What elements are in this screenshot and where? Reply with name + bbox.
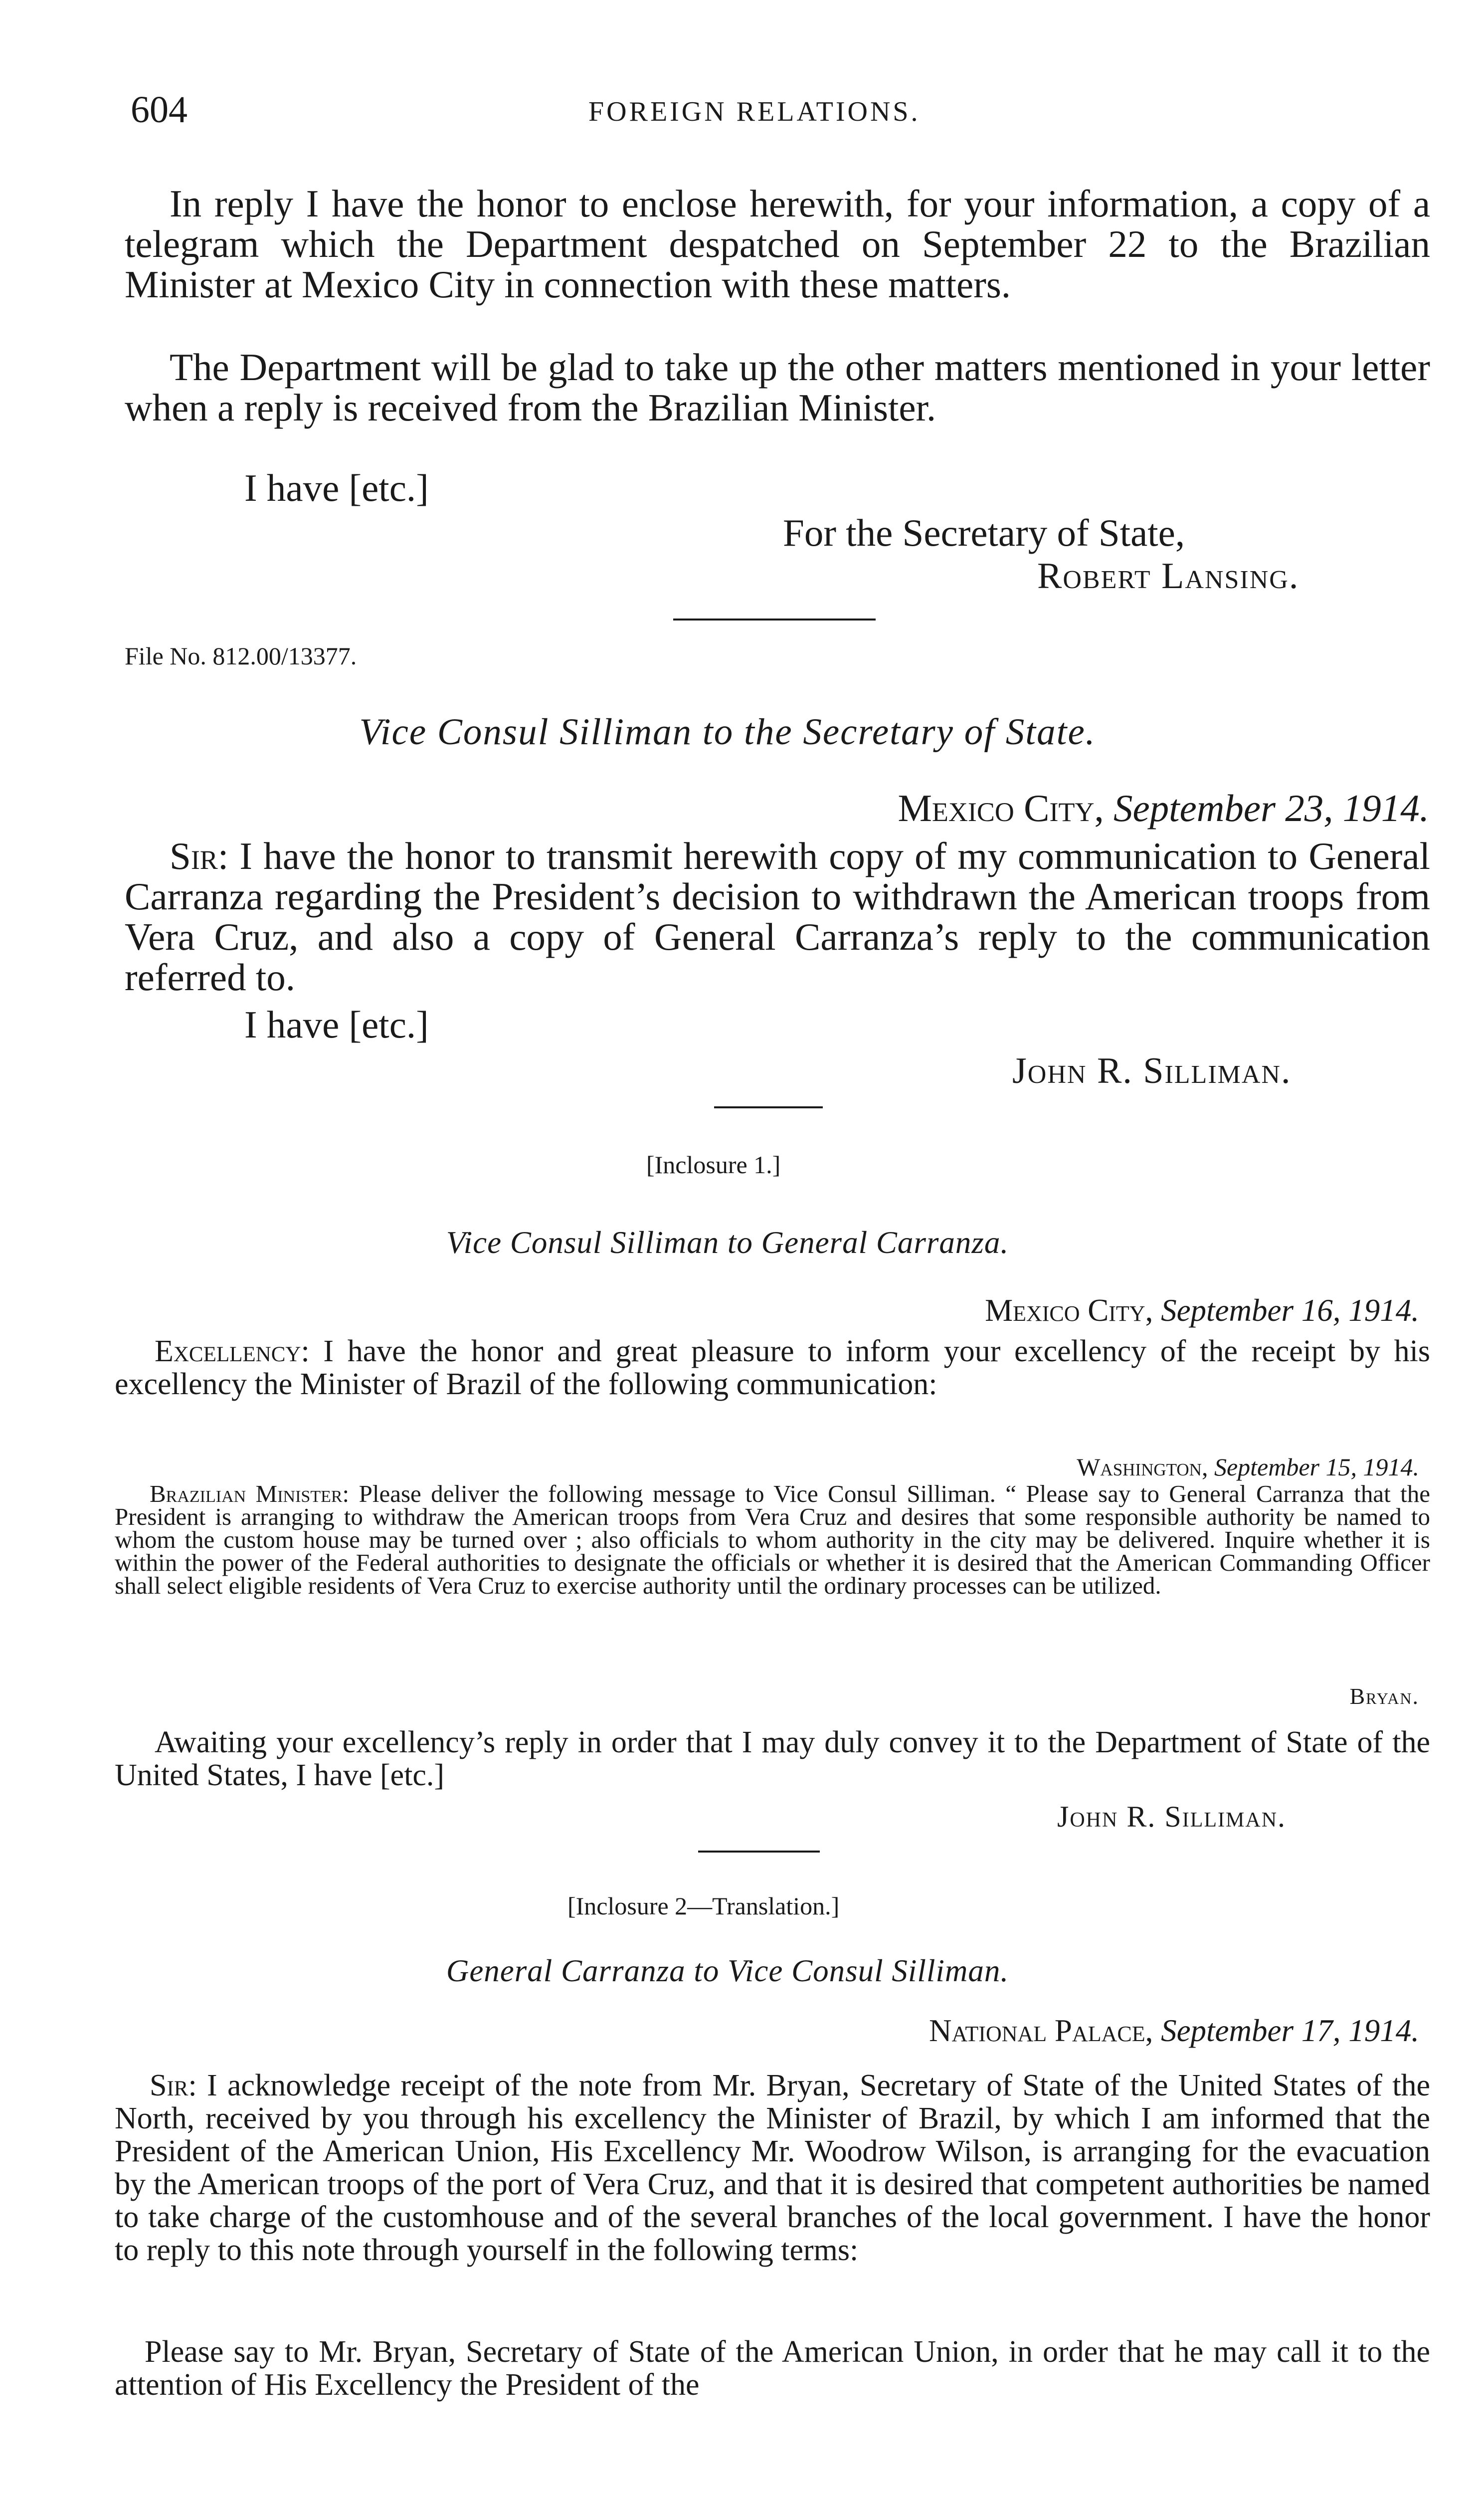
inclosure-label-text: [Inclosure 1.] [646,1151,781,1179]
section-divider [673,619,876,621]
salutation: Excellency: [155,1334,310,1368]
telegram-dateline [1077,1455,1419,1479]
running-title: FOREIGN RELATIONS. [588,96,921,127]
body-text: I acknowledge receipt of the note from Mr. Bryan, Secretary of State of the United States of the North, received by you through his excellency the Minister of Brazil, by which I am informed that the President of the American Union, His Excellency Mr. Woodrow Wilson, is arranging for the evacuation by the American troops of the port of Vera Cruz, and that it is desired that competent authorities be named to take charge of the customhouse and of the several branches of the local government. I have the honor to reply to this note through yourself in the following terms: [115,2069,1430,2267]
signature-role: For the Secretary of State, [783,511,1185,554]
signature-name: John R. Silliman. [1012,1050,1292,1091]
document-heading: General Carranza to Vice Consul Silliman. [446,1953,1009,1988]
dateline-date: September 17, 1914. [1161,2013,1419,2048]
body-paragraph: In reply I have the honor to enclose herewith, for your information, a copy of a telegram which the Department despatched on September 22 to the Brazilian Minister at Mexico City in connection with these matters. [125,182,1430,306]
dateline-place: Mexico City, [985,1293,1153,1328]
body-paragraph: Awaiting your excellency’s reply in order that I may duly convey it to the Department of State of the United States, I have [etc.] [115,1725,1430,1792]
dateline-place: National Palace, [929,2013,1153,2048]
dateline [929,2015,1419,2047]
body-paragraph: The Department will be glad to take up the other matters mentioned in your letter when a reply is received from the Brazilian Minister. [125,346,1430,429]
body-paragraph: Please say to Mr. Bryan, Secretary of State of the American Union, in order that he may call it to the attention of His Excellency the President of the [115,2335,1430,2402]
telegram-text [115,1482,1430,1597]
salutation: Brazilian Minister: [150,1480,350,1507]
body-text: Please deliver the following message to Vice Consul Silliman. “ Please say to General Carranza that the President is arranging to withdraw the American troops from Vera Cruz and desires that some responsible authority be named to whom the custom house may be turned over ; also officials to whom authority in the city may be delivered. Inquire whether it is within the power of the Federal authorities to designate the officials or whether it is desired that the American Commanding Officer shall select eligible residents of Vera Cruz to exercise authority until the ordinary processes can be utilized. [115,1480,1430,1599]
letter-closing: I have [etc.] [244,1003,429,1046]
dateline-date: September 15, 1914. [1214,1453,1419,1481]
dateline-date: September 23, 1914. [1113,787,1429,830]
section-divider [714,1106,823,1108]
inclosure-label-text: [Inclosure 2—Translation.] [567,1892,840,1920]
telegram-signature: Bryan. [1349,1683,1419,1709]
body-text: I have the honor and great pleasure to inform your excellency of the receipt by his excellency the Minister of Brazil of the following communication: [115,1334,1430,1401]
body-paragraph [115,2069,1430,2267]
page-number: 604 [131,89,187,131]
dateline-place: Mexico City, [898,787,1104,830]
dateline [898,789,1429,828]
section-divider [698,1851,820,1853]
dateline-place: Washington, [1077,1453,1208,1481]
dateline [985,1295,1419,1326]
file-number: File No. 812.00/13377. [125,642,357,670]
letter-closing: I have [etc.] [244,466,429,509]
body-paragraph [115,1335,1430,1401]
salutation: Sir: [170,834,229,877]
salutation: Sir: [150,2069,197,2102]
signature-name: Robert Lansing. [1037,556,1299,597]
dateline-date: September 16, 1914. [1161,1293,1419,1328]
document-heading: Vice Consul Silliman to the Secretary of State. [359,711,1096,753]
body-text: I have the honor to transmit herewith copy of my communication to General Carranza regarding the President’s decision to withdrawn the American troops from Vera Cruz, and also a copy of General Carranza’s reply to the communication referred to. [125,834,1430,999]
document-heading: Vice Consul Silliman to General Carranza. [446,1225,1009,1260]
signature-name: John R. Silliman. [1057,1800,1287,1833]
body-paragraph [125,836,1430,998]
